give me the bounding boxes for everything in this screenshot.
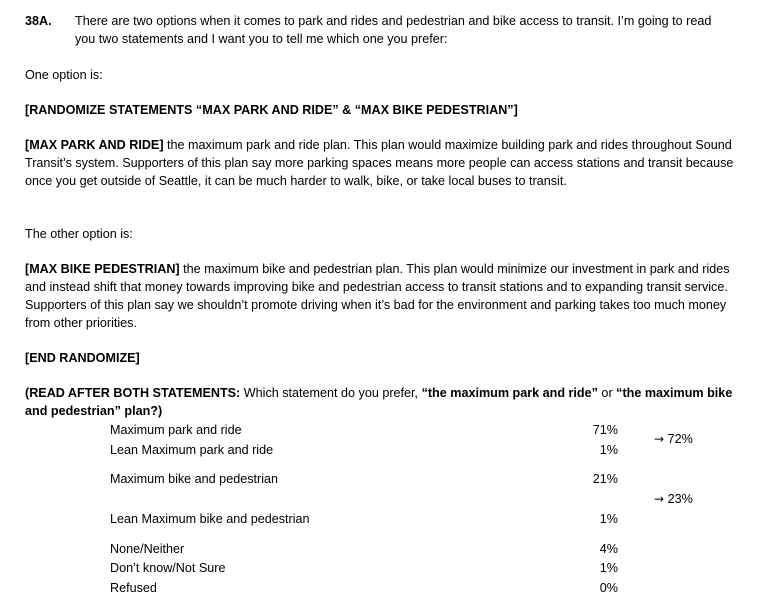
result-value: 21% — [592, 472, 618, 486]
read-after-tail: plan?) — [120, 404, 163, 418]
result-label: Maximum bike and pedestrian — [110, 472, 278, 486]
end-randomize: [END RANDOMIZE] — [25, 351, 140, 365]
read-after-option-2: “the maximum bike and pedestrian” — [25, 386, 733, 418]
statement-bike-pedestrian — [25, 260, 745, 332]
result-label: Maximum park and ride — [110, 423, 242, 437]
result-label: Don’t know/Not Sure — [110, 561, 226, 575]
result-label: Lean Maximum park and ride — [110, 443, 274, 457]
result-value: 1% — [599, 561, 618, 575]
result-value: 4% — [599, 542, 618, 556]
result-value: 1% — [599, 512, 618, 526]
net-value: 72% — [667, 432, 693, 446]
result-value: 1% — [599, 443, 618, 457]
statement-park-tag: [MAX PARK AND RIDE] — [25, 138, 164, 152]
read-after-option-1: “the maximum park and ride” — [421, 386, 598, 400]
result-value: 71% — [592, 423, 618, 437]
question-intro: There are two options when it comes to park and rides and pedestrian and bike access to transit. I’m going to read you two statements and I want you to tell me which one you prefer: — [75, 14, 712, 46]
read-after-instruction — [25, 384, 745, 420]
arrow-right-icon: → — [654, 492, 665, 506]
arrow-right-icon: → — [654, 432, 665, 446]
result-label: Lean Maximum bike and pedestrian — [110, 512, 310, 526]
option-other-label: The other option is: — [25, 227, 133, 241]
statement-bike-text: the maximum bike and pedestrian plan. This plan would minimize our investment in park and rides and instead shift that money towards improving bike and pedestrian access to transit stations and to expanding transit service. Supporters of this plan say we shouldn’t promote driving when it’s bad for the environment and parking takes too much money from other priorities. — [25, 262, 730, 330]
statement-bike-tag: [MAX BIKE PEDESTRIAN] — [25, 262, 180, 276]
net-park-and-ride — [654, 430, 693, 448]
result-label: None/Neither — [110, 542, 185, 556]
result-label: Refused — [110, 581, 157, 595]
net-bike-and-pedestrian — [654, 490, 693, 508]
randomize-instruction: [RANDOMIZE STATEMENTS “MAX PARK AND RIDE” & “MAX BIKE PEDESTRIAN”] — [25, 103, 518, 117]
result-value: 0% — [599, 581, 618, 595]
read-after-question: Which statement do you prefer, — [240, 386, 422, 400]
net-value: 23% — [667, 492, 693, 506]
read-after-or: or — [597, 386, 617, 400]
option-one-label: One option is: — [25, 68, 103, 82]
statement-park-text: the maximum park and ride plan. This plan would maximize building park and rides throughout Sound Transit’s system. Supporters of this plan say more parking spaces means more people can access stations and transit because once you get outside of Seattle, it can be much harder to walk, bike, or take local buses to transit. — [25, 138, 734, 188]
read-after-lead: (READ AFTER BOTH STATEMENTS: — [25, 386, 241, 400]
statement-park-and-ride — [25, 136, 745, 190]
question-number: 38A. — [25, 14, 52, 28]
